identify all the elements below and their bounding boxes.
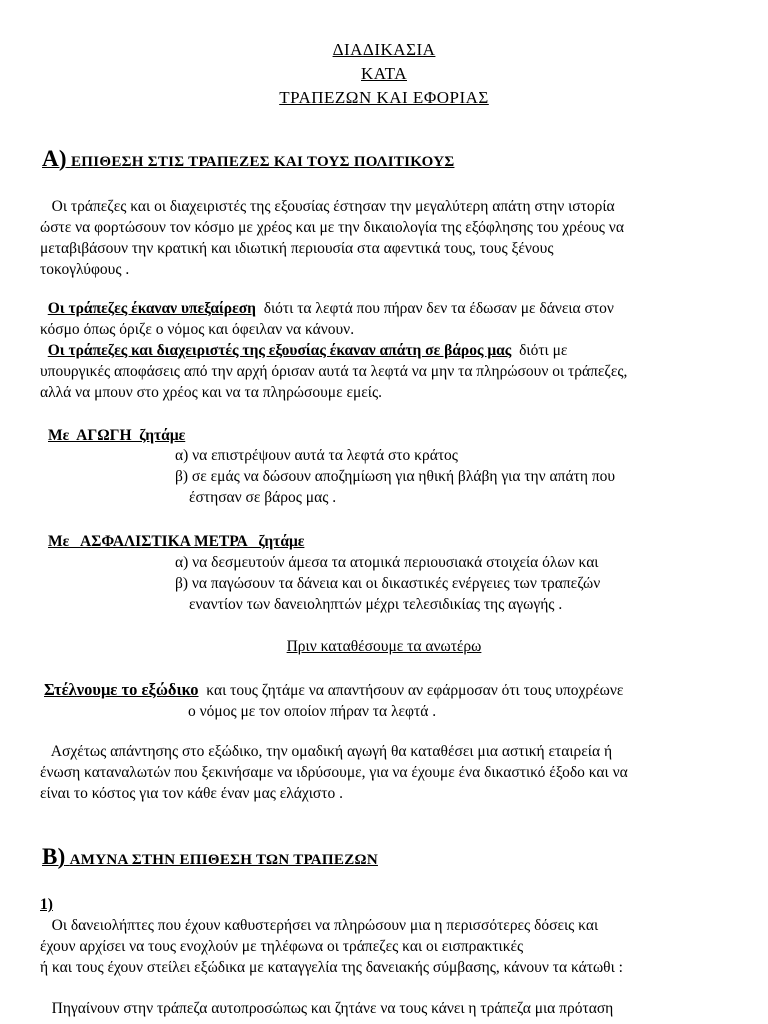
measures-item: β) να παγώσουν τα δάνεια και οι δικαστικές ενέργειες των τραπεζών (175, 575, 601, 592)
fraud-reason: διότι με (511, 342, 568, 359)
fraud-line (40, 340, 740, 361)
no-answer-line: ένωση καταναλωτών που ξεκινήσαμε να ιδρύσουμε, για να έχουμε ένα δικαστικό έξοδο και να (40, 764, 628, 781)
title-line-2: ΚΑΤΑ (361, 64, 407, 83)
section-a-letter: A) (42, 146, 67, 171)
section-a-heading (42, 148, 454, 173)
section-b-title: ΑΜΥΝΑ ΣΤΗΝ ΕΠΙΘΕΣΗ ΤΩΝ ΤΡΑΠΕΖΩΝ (69, 852, 378, 868)
measures-item: α) να δεσμευτούν άμεσα τα ατομικά περιουσιακά στοιχεία όλων και (175, 554, 599, 571)
no-answer-line: είναι το κόστος για τον κάθε έναν μας ελάχιστο . (40, 785, 343, 802)
section-b-heading (42, 846, 378, 871)
claim-list (175, 445, 615, 508)
fraud-line-3: αλλά να μπουν στο χρέος και να τα πληρώσουμε εμείς. (40, 384, 382, 401)
measures-heading: Με ΑΣΦΑΛΙΣΤΙΚΑ ΜΕΤΡΑ ζητάμε (48, 533, 305, 550)
fraud-statement: Οι τράπεζες και διαχειριστές της εξουσίας έκαναν απάτη σε βάρος μας (47, 342, 512, 359)
claim-item: α) να επιστρέψουν αυτά τα λεφτά στο κράτος (175, 447, 458, 464)
intro-paragraph (40, 196, 740, 280)
fraud-line-2: υπουργικές αποφάσεις από την αρχή όρισαν αυτά τα λεφτά να μην τα πληρώσουν οι τράπεζες, (40, 363, 628, 380)
title-line-3: ΤΡΑΠΕΖΩΝ ΚΑΙ ΕΦΟΡΙΑΣ (279, 88, 489, 107)
claim-item-continuation: έστησαν σε βάρος μας . (189, 489, 337, 506)
item-line: ή και τους έχουν στείλει εξώδικα με καταγγελία της δανειακής σύμβασης, κάνουν τα κάτωθι : (40, 959, 623, 976)
intro-line: ώστε να φορτώσουν τον κόσμο με χρέος και με την δικαιολογία της εξόφλησης του χρέους να (40, 219, 624, 236)
intro-line: μεταβιβάσουν την κρατική και ιδιωτική περιουσία στα αφεντικά τους, τους ξένους (40, 240, 554, 257)
document-title (0, 38, 768, 110)
intro-line: Οι τράπεζες και οι διαχειριστές της εξουσίας έστησαν την μεγαλύτερη απάτη στην ιστορία (40, 198, 615, 215)
section-b-letter: B) (42, 844, 66, 869)
embezzlement-reason: διότι τα λεφτά που πήραν δεν τα έδωσαν με δάνεια στον (255, 300, 614, 317)
item-number: 1) (40, 896, 53, 913)
measures-list (175, 552, 600, 615)
extrajudicial-line (44, 679, 744, 701)
no-answer-paragraph (40, 741, 740, 804)
embezzlement-paragraph (40, 298, 740, 403)
extrajudicial-paragraph (44, 679, 744, 722)
embezzlement-line (40, 298, 740, 319)
intro-line: τοκογλύφους . (40, 261, 130, 278)
section-b-last-paragraph (40, 998, 740, 1019)
section-a-title: ΕΠΙΘΕΣΗ ΣΤΙΣ ΤΡΑΠΕΖΕΣ ΚΑΙ ΤΟΥΣ ΠΟΛΙΤΙΚΟΥΣ (70, 154, 455, 170)
embezzlement-line-2: κόσμο όπως όριζε ο νόμος και όφειλαν να κάνουν. (40, 321, 355, 338)
section-b-item-1 (40, 894, 740, 978)
extrajudicial-line-2: ο νόμος με τον οποίον πήραν τα λεφτά . (188, 703, 437, 720)
item-line: έχουν αρχίσει να τους ενοχλούν με τηλέφωνα οι τράπεζες και οι εισπρακτικές (40, 938, 524, 955)
extrajudicial-request: και τους ζητάμε να απαντήσουν αν εφάρμοσαν ότι τους υποχρέωνε (198, 682, 624, 699)
claim-heading: Με ΑΓΩΓΗ ζητάμε (48, 427, 186, 444)
extrajudicial-statement: Στέλνουμε το εξώδικο (44, 680, 199, 699)
before-filing-heading (0, 636, 768, 657)
embezzlement-statement: Οι τράπεζες έκαναν υπεξαίρεση (47, 300, 256, 317)
item-line: Οι δανειολήπτες που έχουν καθυστερήσει να πληρώσουν μια η περισσότερες δόσεις και (40, 917, 599, 934)
title-line-1: ΔΙΑΔΙΚΑΣΙΑ (332, 40, 436, 59)
last-line: Πηγαίνουν στην τράπεζα αυτοπροσώπως και ζητάνε να τους κάνει η τράπεζα μια πρόταση (40, 1000, 614, 1017)
before-filing-text: Πριν καταθέσουμε τα ανωτέρω (286, 638, 482, 655)
claim-item: β) σε εμάς να δώσουν αποζημίωση για ηθική βλάβη για την απάτη που (175, 468, 616, 485)
measures-item-continuation: εναντίον των δανειοληπτών μέχρι τελεσιδικίας της αγωγής . (189, 596, 563, 613)
no-answer-line: Ασχέτως απάντησης στο εξώδικο, την ομαδική αγωγή θα καταθέσει μια αστική εταιρεία ή (40, 743, 613, 760)
